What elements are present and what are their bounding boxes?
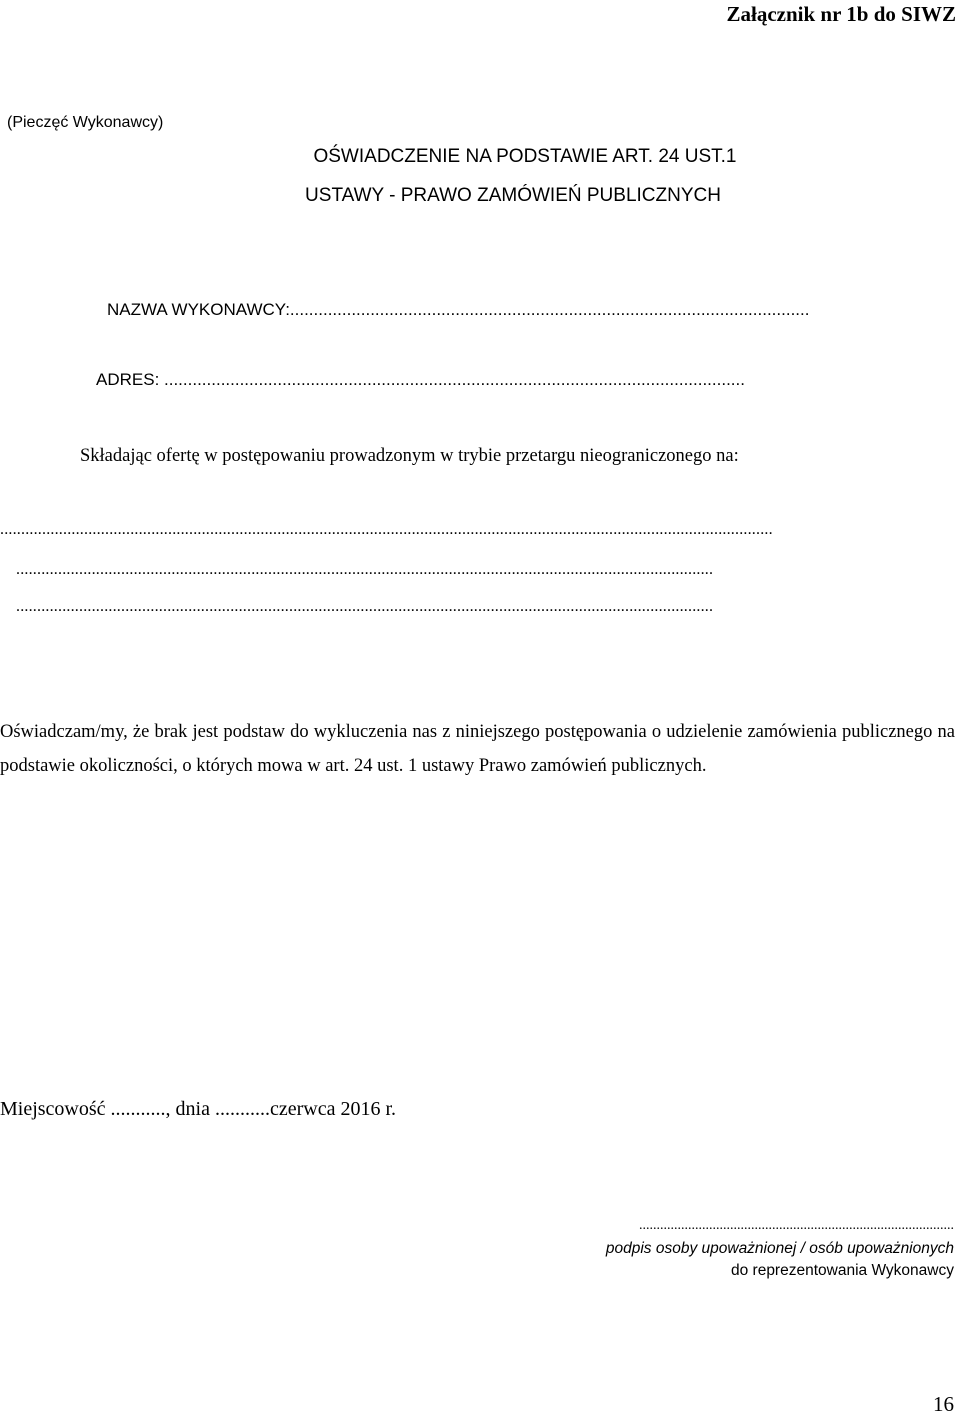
- contractor-name-field: NAZWA WYKONAWCY:..............................................................................................................: [107, 300, 810, 319]
- document-title-line-1: OŚWIADCZENIE NA PODSTAWIE ART. 24 UST.1: [313, 146, 737, 167]
- declaration-statement: Oświadczam/my, że brak jest podstaw do wykluczenia nas z niniejszego postępowania o udzielenie zamówienia publicznego na podstawie okoliczności, o których mowa w art. 24 ust. 1 ustawy Prawo zamówień publicznych.: [0, 722, 955, 776]
- annex-heading: Załącznik nr 1b do SIWZ: [726, 2, 956, 26]
- signature-sublabel: do reprezentowania Wykonawcy: [730, 1262, 954, 1279]
- document-title-line-2: USTAWY - PRAWO ZAMÓWIEŃ PUBLICZNYCH: [305, 185, 721, 206]
- contractor-address-field: ADRES: ...........................................................................................................................: [96, 370, 745, 389]
- place-and-date: Miejscowość ..........., dnia ...........czerwca 2016 r.: [0, 1098, 397, 1120]
- blank-line: ........................................................................................................................................................................................: [0, 521, 773, 538]
- page-number: 16: [933, 1392, 954, 1416]
- blank-line: ......................................................................................................................................................................: [16, 561, 714, 578]
- tender-intro-text: Składając ofertę w postępowaniu prowadzonym w trybie przetargu nieograniczonego na:: [80, 446, 739, 466]
- signature-line: ..........................................................................................: [639, 1218, 954, 1233]
- contractor-stamp-label: (Pieczęć Wykonawcy): [7, 114, 164, 131]
- signature-label: podpis osoby upoważnionej / osób upoważnionych: [605, 1240, 954, 1257]
- blank-line: ......................................................................................................................................................................: [16, 598, 714, 615]
